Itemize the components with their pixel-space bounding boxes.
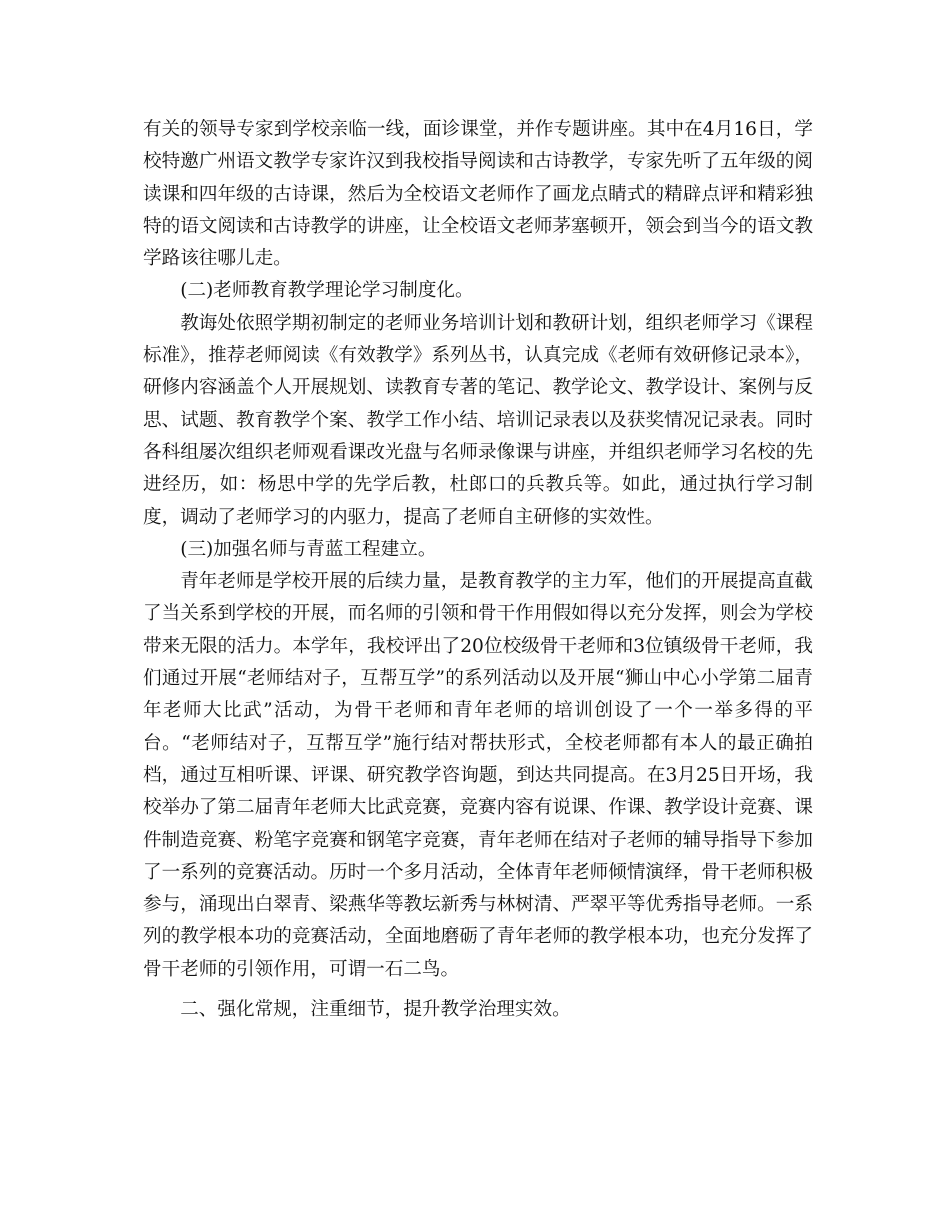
paragraph-study-system: 教诲处依照学期初制定的老师业务培训计划和教研计划，组织老师学习《课程标准》，推荐老师阅读《有效教学》系列丛书，认真完成《老师有效研修记录本》，研修内容涵盖个人开展规划、读教育专著的笔记、教学论文、教学设计、案例与反思、试题、教育教学个案、教学工作小结、培训记录表以及获奖情况记录表。同时各科组屡次组织老师观看课改光盘与名师录像课与讲座，并组织老师学习名校的先进经历，如：杨思中学的先学后教，杜郎口的兵教兵等。如此，通过执行学习制度，调动了老师学习的内驱力，提高了老师自主研修的实效性。 bbox=[143, 312, 813, 528]
chapter-heading-2: 二、强化常规，注重细节，提升教学治理实效。 bbox=[180, 999, 571, 1021]
paragraph-continuation: 有关的领导专家到学校亲临一线，面诊课堂，并作专题讲座。其中在4月16日，学校特邀广州语文教学专家许汉到我校指导阅读和古诗教学，专家先听了五年级的阅读课和四年级的古诗课，然后为全校语文老师作了画龙点睛式的精辟点评和精彩独特的语文阅读和古诗教学的讲座，让全校语文老师茅塞顿开，领会到当今的语文教学路该往哪儿走。 bbox=[143, 119, 813, 270]
paragraph-young-teachers: 青年老师是学校开展的后续力量，是教育教学的主力军，他们的开展提高直截了当关系到学校的开展，而名师的引领和骨干作用假如得以充分发挥，则会为学校带来无限的活力。本学年，我校评出了20位校级骨干老师和3位镇级骨干老师，我们通过开展“老师结对子，互帮互学”的系列活动以及开展“狮山中心小学第二届青年老师大比武”活动，为骨干老师和青年老师的培训创设了一个一举多得的平台。“老师结对子，互帮互学”施行结对帮扶形式，全校老师都有本人的最正确拍档，通过互相听课、评课、研究教学咨询题，到达共同提高。在3月25日开场，我校举办了第二届青年老师大比武竞赛，竞赛内容有说课、作课、教学设计竞赛、课件制造竞赛、粉笔字竞赛和钢笔字竞赛，青年老师在结对子老师的辅导指导下参加了一系列的竞赛活动。历时一个多月活动，全体青年老师倾情演绎，骨干老师积极参与，涌现出白翠青、梁燕华等教坛新秀与林树清、严翠平等优秀指导老师。一系列的教学根本功的竞赛活动，全面地磨砺了青年老师的教学根本功，也充分发挥了骨干老师的引领作用，可谓一石二鸟。 bbox=[143, 571, 813, 980]
section-heading-3: (三)加强名师与青蓝工程建立。 bbox=[180, 538, 437, 560]
section-heading-2: (二)老师教育教学理论学习制度化。 bbox=[180, 280, 474, 302]
document-body bbox=[143, 114, 813, 1026]
